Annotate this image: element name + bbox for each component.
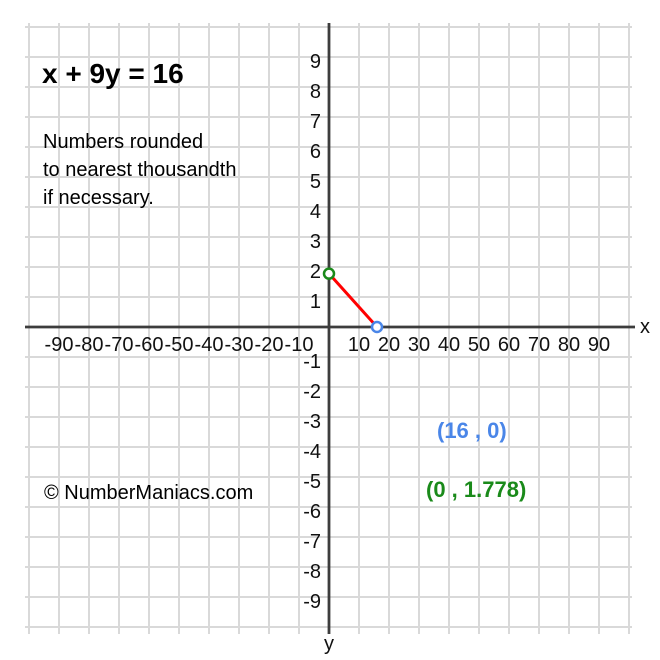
y-tick-label: -3 [303, 411, 321, 433]
x-tick-label: 40 [437, 334, 461, 356]
y-tick-label: 9 [309, 51, 321, 73]
x-axis-label: x [640, 316, 650, 338]
note-line-1: Numbers rounded [43, 131, 204, 153]
x-tick-label: -10 [284, 334, 314, 356]
x-tick-label: -50 [164, 334, 194, 356]
x-tick-label: -20 [254, 334, 284, 356]
x-tick-label: -80 [74, 334, 104, 356]
y-tick-label: -7 [303, 531, 321, 553]
y-tick-label: 8 [309, 81, 321, 103]
x-tick-label: 50 [467, 334, 491, 356]
x-tick-label: 20 [377, 334, 401, 356]
y-tick-label: 2 [309, 261, 321, 283]
y-tick-label: 6 [309, 141, 321, 163]
x-intercept-label: (16 , 0) [437, 418, 507, 443]
y-tick-label: 1 [309, 291, 321, 313]
note-line-3: if necessary. [43, 187, 154, 209]
x-tick-label: 70 [527, 334, 551, 356]
y-tick-label: -5 [303, 471, 321, 493]
equation-title: x + 9y = 16 [42, 58, 184, 89]
x-tick-label: -30 [224, 334, 254, 356]
x-tick-label: 10 [347, 334, 371, 356]
equation-line [329, 274, 377, 327]
y-tick-label: -9 [303, 591, 321, 613]
x-intercept-point [372, 322, 382, 332]
y-tick-label: 4 [309, 201, 321, 223]
y-intercept-point [324, 269, 334, 279]
note-line-2: to nearest thousandth [43, 159, 237, 181]
y-tick-label: 3 [309, 231, 321, 253]
y-tick-label: 5 [309, 171, 321, 193]
y-tick-label: -2 [303, 381, 321, 403]
x-tick-label: 90 [587, 334, 611, 356]
x-tick-label: -40 [194, 334, 224, 356]
x-tick-label: -60 [134, 334, 164, 356]
y-tick-label: -6 [303, 501, 321, 523]
y-tick-label: -1 [303, 351, 321, 373]
y-axis-label: y [324, 633, 334, 655]
copyright-text: © NumberManiacs.com [44, 482, 254, 504]
x-tick-label: -70 [104, 334, 134, 356]
y-tick-label: 7 [309, 111, 321, 133]
x-tick-label: 80 [557, 334, 581, 356]
x-tick-label: 60 [497, 334, 521, 356]
rounding-note [43, 128, 236, 212]
x-tick-label: 30 [407, 334, 431, 356]
y-intercept-label: (0 , 1.778) [426, 477, 527, 502]
y-tick-label: -8 [303, 561, 321, 583]
y-tick-label: -4 [303, 441, 321, 463]
x-tick-label: -90 [44, 334, 74, 356]
